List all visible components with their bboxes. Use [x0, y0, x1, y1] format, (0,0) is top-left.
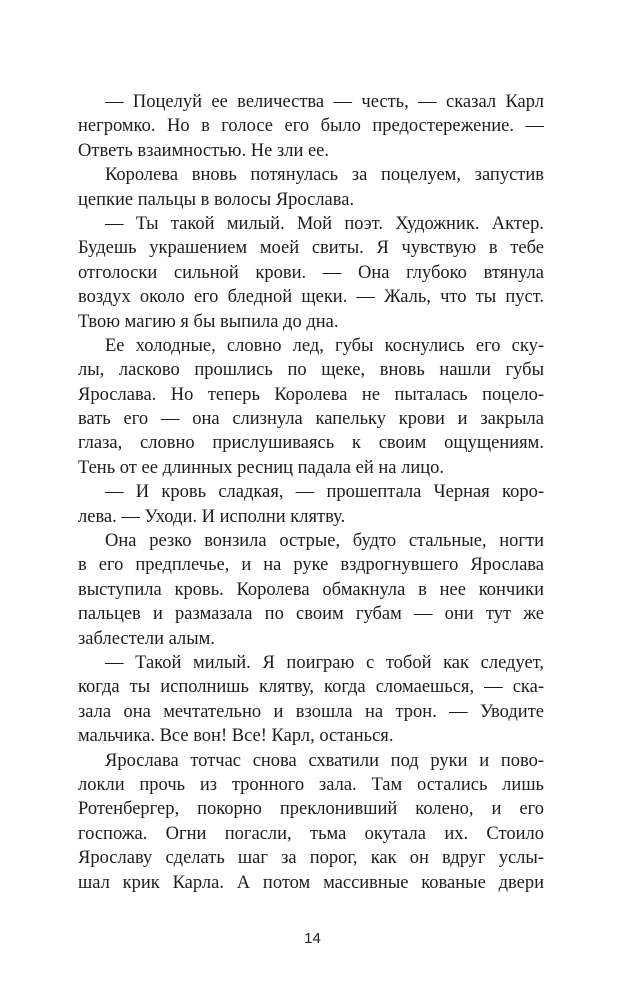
- text-line: госпожа. Огни погасли, тьма окутала их. Стоило: [78, 823, 544, 844]
- text-line: негромко. Но в голосе его было предостережение. —: [78, 116, 544, 137]
- paragraph: [78, 163, 544, 212]
- text-line: выступила кровь. Королева обмакнула в нее кончики: [78, 579, 544, 600]
- text-line: Ярослава. Но теперь Королева не пыталась поцело-: [78, 384, 544, 405]
- text-line: воздух около его бледной щеки. — Жаль, что ты пуст.: [78, 287, 544, 308]
- paragraph: [78, 749, 544, 895]
- text-line: Ее холодные, словно лед, губы коснулись его ску-: [105, 335, 544, 356]
- text-line: Ответь взаимностью. Не зли ее.: [78, 140, 330, 161]
- text-line: зала она мечтательно и взошла на трон. — Уводите: [78, 701, 544, 722]
- text-line: локли прочь из тронного зала. Там остались лишь: [78, 774, 544, 795]
- page-number: 14: [304, 930, 321, 947]
- text-line: лева. — Уходи. И исполни клятву.: [78, 506, 346, 527]
- text-line: Тень от ее длинных ресниц падала ей на лицо.: [78, 457, 444, 478]
- text-line: цепкие пальцы в волосы Ярослава.: [78, 189, 355, 210]
- text-line: пальцев и размазала по своим губам — они тут же: [78, 604, 544, 625]
- text-line: Ротенбергер, покорно преклонивший колено, и его: [78, 799, 544, 820]
- text-line: — Такой милый. Я поиграю с тобой как следует,: [105, 652, 544, 673]
- text-line: Ярославу сделать шаг за порог, как он вдруг услы-: [78, 848, 544, 869]
- text-line: шал крик Карла. А потом массивные кованые двери: [78, 872, 544, 893]
- text-line: — И кровь сладкая, — прошептала Черная коро-: [105, 482, 544, 503]
- text-line: Королева вновь потянулась за поцелуем, запустив: [105, 165, 544, 186]
- text-line: Ярослава тотчас снова схватили под руки и пово-: [105, 750, 544, 771]
- text-line: отголоски сильной крови. — Она глубоко втянула: [78, 262, 544, 283]
- paragraph: [78, 334, 544, 480]
- paragraph: [78, 480, 544, 529]
- text-line: — Ты такой милый. Мой поэт. Художник. Актер.: [105, 213, 544, 234]
- paragraph: [78, 212, 544, 334]
- paragraph: [78, 90, 544, 163]
- text-line: заблестели алым.: [78, 628, 216, 649]
- paragraph: [78, 651, 544, 749]
- text-line: Будешь украшением моей свиты. Я чувствую в тебе: [78, 238, 544, 259]
- text-line: когда ты исполнишь клятву, когда сломаешься, — ска-: [78, 677, 544, 698]
- text-line: вать его — она слизнула капельку крови и закрыла: [78, 409, 544, 430]
- text-line: — Поцелуй ее величества — честь, — сказал Карл: [105, 92, 544, 112]
- text-line: в его предплечье, и на руке вздрогнувшего Ярослава: [78, 555, 544, 576]
- paragraph: [78, 529, 544, 651]
- text-line: мальчика. Все вон! Все! Карл, останься.: [78, 726, 394, 747]
- text-line: Она резко вонзила острые, будто стальные, ногти: [105, 531, 544, 552]
- text-line: лы, ласково прошлись по щеке, вновь нашли губы: [78, 360, 544, 381]
- book-page-text: [78, 90, 544, 895]
- text-line: глаза, словно прислушиваясь к своим ощущениям.: [78, 433, 544, 454]
- text-line: Твою магию я бы выпила до дна.: [78, 311, 339, 332]
